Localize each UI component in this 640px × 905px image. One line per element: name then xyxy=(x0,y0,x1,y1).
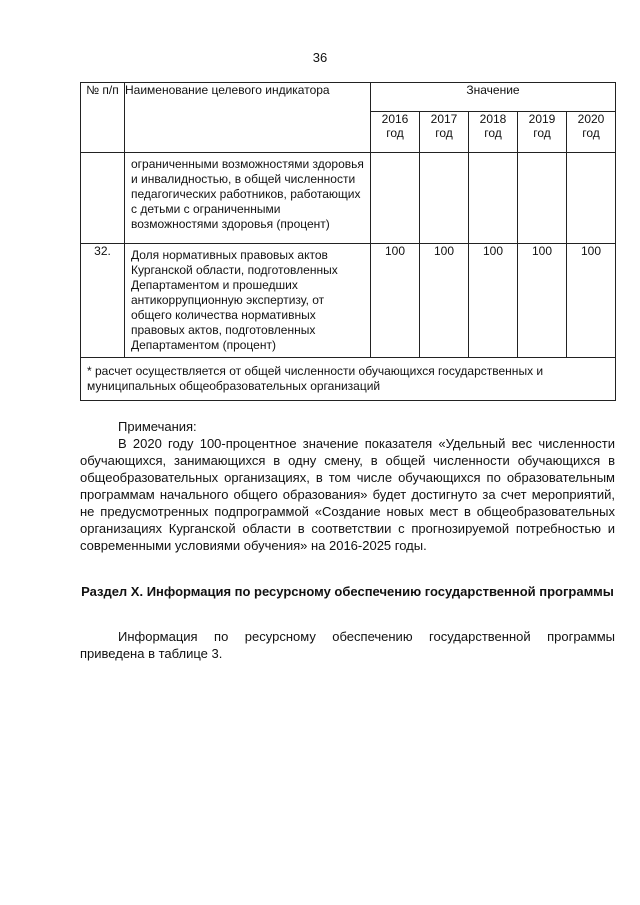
header-year-2018: 2018 год xyxy=(469,112,518,153)
header-name: Наименование целевого индикатора xyxy=(125,83,371,153)
row-name-cell xyxy=(125,244,371,358)
notes-label: Примечания: xyxy=(118,419,197,434)
row-name-cell xyxy=(125,153,371,244)
header-year-2020: 2020 год xyxy=(567,112,616,153)
table-footnote-row xyxy=(81,358,616,401)
indicators-table xyxy=(80,82,616,401)
header-year-2019: 2019 год xyxy=(518,112,567,153)
row-value: 100 xyxy=(469,244,518,358)
row-value: 100 xyxy=(518,244,567,358)
row-value: 100 xyxy=(371,244,420,358)
notes-text: В 2020 году 100-процентное значение показателя «Удельный вес численности обучающихся, занимающихся в одну смену, в общей численности обучающихся в общеобразовательных организациях, в том числе обучающихся по образовательным программам начального общего образования» будет достигнуто за счет мероприятий, не предусмотренных подпрограммой «Создание новых мест в общеобразовательных организациях Курганской области в соответствии с прогнозируемой потребностью и современными условиями обучения» на 2016-2025 годы. xyxy=(80,436,615,553)
notes-block xyxy=(80,418,615,554)
row-num: 32. xyxy=(81,244,125,358)
table-footnote: * расчет осуществляется от общей численности обучающихся государственных и муниципальных общеобразовательных организаций xyxy=(87,364,544,393)
footnote-cell xyxy=(81,358,616,401)
row-name: ограниченными возможностями здоровья и инвалидностью, в общей численности педагогических работников, работающих с детьми с ограниченными возможностями здоровья (процент) xyxy=(131,157,364,231)
header-year-2016: 2016 год xyxy=(371,112,420,153)
row-value xyxy=(371,153,420,244)
row-value xyxy=(518,153,567,244)
table-row xyxy=(81,244,616,358)
row-num xyxy=(81,153,125,244)
row-value: 100 xyxy=(420,244,469,358)
header-year-2017: 2017 год xyxy=(420,112,469,153)
row-name: Доля нормативных правовых актов Курганской области, подготовленных Департаментом и прошедших антикоррупционную экспертизу, от общего количества нормативных правовых актов, подготовленных Департаментом (процент) xyxy=(131,248,338,352)
header-value-group: Значение xyxy=(371,83,616,112)
row-value: 100 xyxy=(567,244,616,358)
table-row xyxy=(81,153,616,244)
table-header-row xyxy=(81,83,616,112)
header-num: № п/п xyxy=(81,83,125,153)
section-heading: Раздел X. Информация по ресурсному обеспечению государственной программы xyxy=(81,584,614,599)
row-value xyxy=(469,153,518,244)
section-text: Информация по ресурсному обеспечению государственной программы приведена в таблице 3. xyxy=(80,629,615,661)
row-value xyxy=(567,153,616,244)
page-number: 36 xyxy=(312,50,328,65)
row-value xyxy=(420,153,469,244)
